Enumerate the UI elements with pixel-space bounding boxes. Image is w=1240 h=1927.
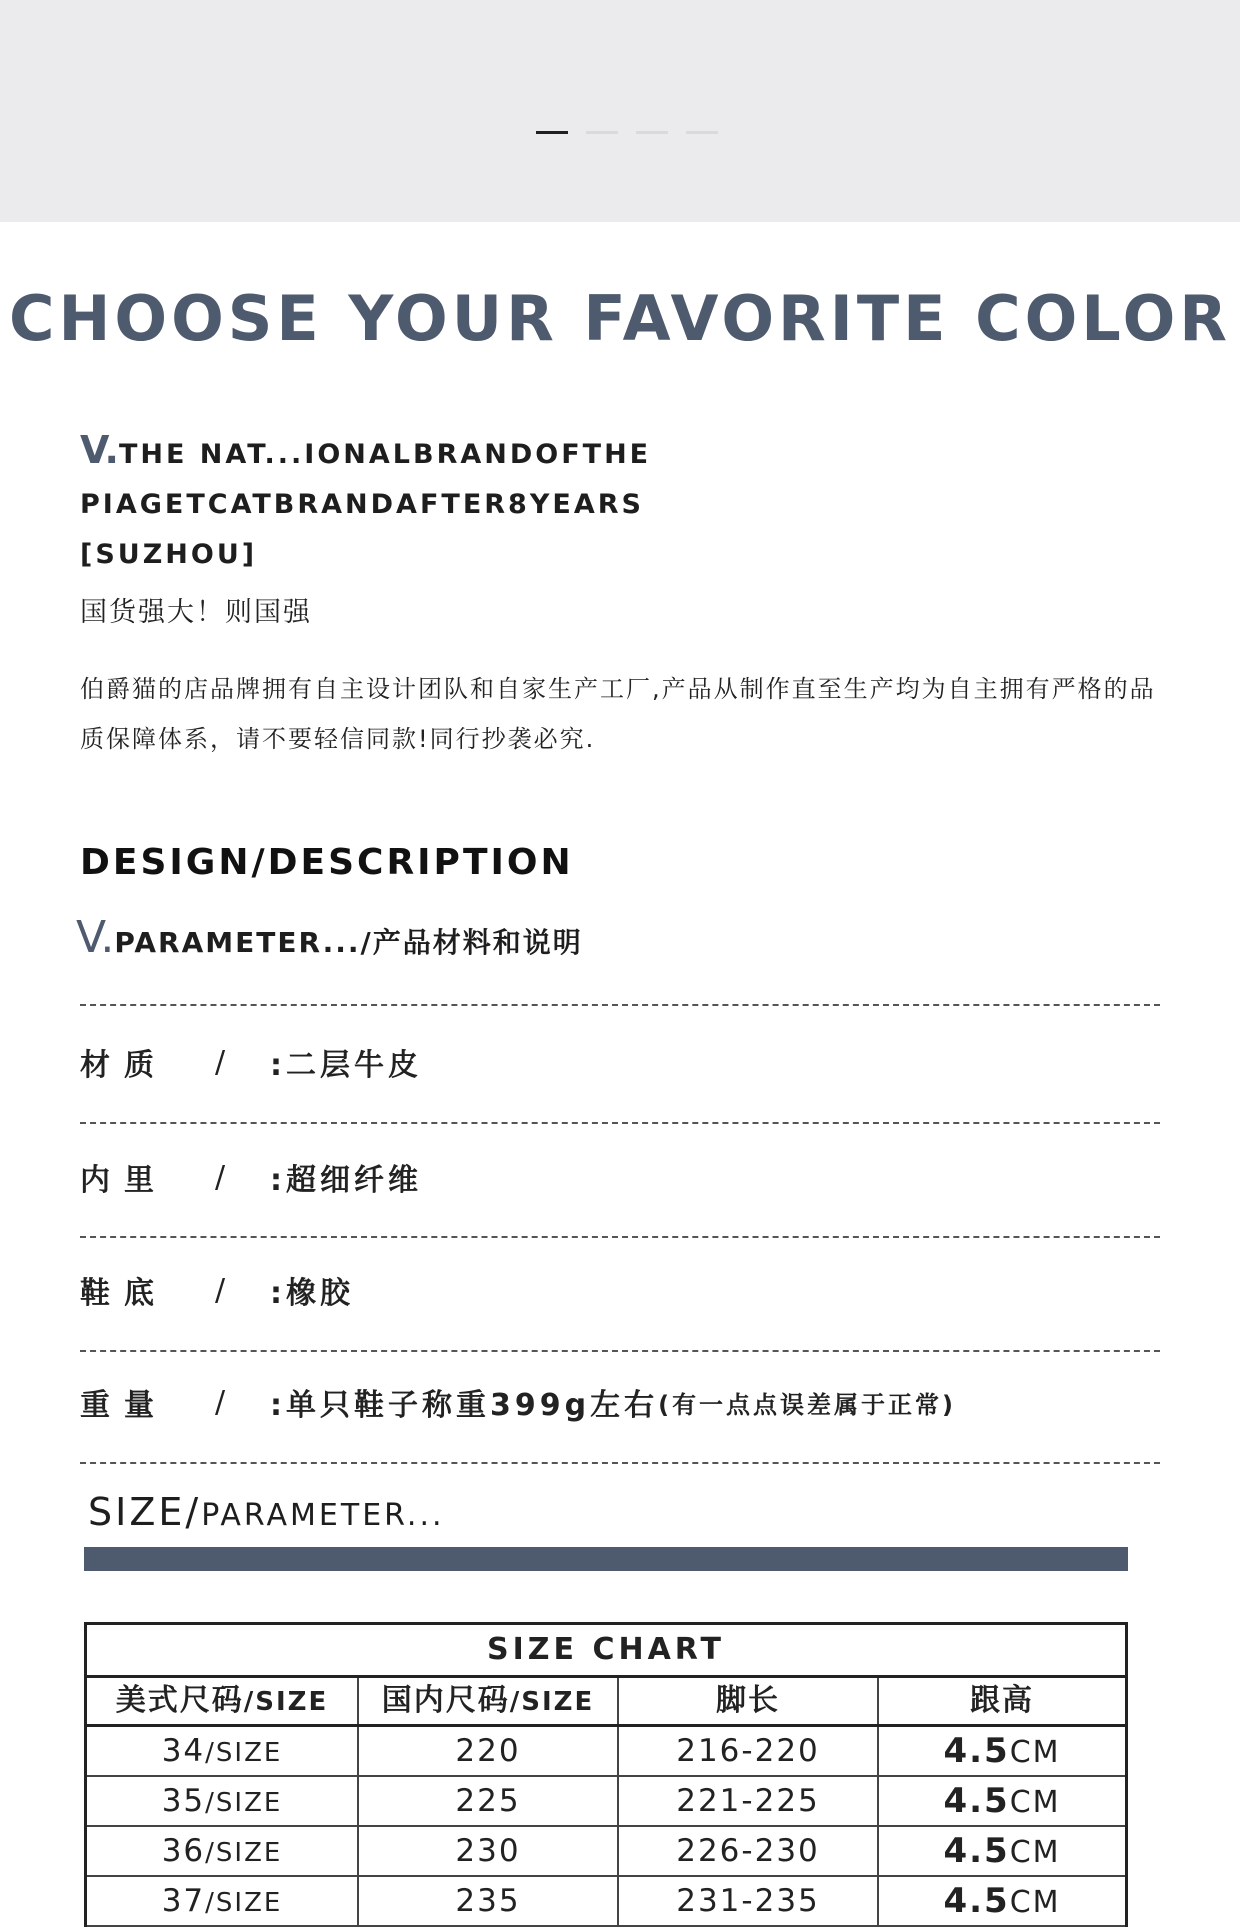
header-cell: [879, 1678, 1125, 1724]
cn-size-cell: 235: [359, 1877, 619, 1925]
cn-size-cell: 220: [359, 1727, 619, 1775]
heel-value: 4.5: [943, 1831, 1010, 1871]
heel-unit: CM: [1009, 1735, 1061, 1770]
spec-row-material: [80, 1032, 422, 1092]
header-unit: /SIZE: [243, 1687, 329, 1717]
header-unit: /SIZE: [509, 1687, 595, 1717]
heel-height-cell: [879, 1727, 1125, 1775]
carousel-dot[interactable]: [636, 131, 668, 134]
slogan: 国货强大！则国强: [80, 597, 312, 628]
brand-statement: [80, 425, 651, 580]
foot-length-cell: 216-220: [619, 1727, 879, 1775]
spec-label: 材质: [80, 1048, 168, 1083]
heel-value: 4.5: [943, 1731, 1010, 1771]
size-title-main: SIZE/: [88, 1490, 202, 1534]
brand-line-1: [80, 425, 651, 480]
parameter-title-text: PARAMETER.../产品材料和说明: [114, 926, 583, 959]
spec-note: (有一点点误差属于正常): [658, 1390, 957, 1419]
spec-row-lining: [80, 1147, 422, 1207]
spec-row-weight: [80, 1372, 956, 1432]
us-size-unit: /SIZE: [205, 1838, 283, 1868]
heel-unit: CM: [1009, 1885, 1061, 1920]
size-chart-title: SIZE CHART: [87, 1625, 1125, 1678]
spec-slash: /: [214, 1159, 226, 1195]
divider: [80, 1122, 1160, 1124]
size-accent-bar: [84, 1547, 1128, 1571]
us-size: 34: [161, 1733, 206, 1769]
header-main: 国内尺码: [381, 1683, 510, 1718]
foot-length-cell: 221-225: [619, 1777, 879, 1825]
us-size: 35: [161, 1783, 206, 1819]
us-size: 37: [161, 1883, 206, 1919]
intro-paragraph: 伯爵猫的店品牌拥有自主设计团队和自家生产工厂,产品从制作直至生产均为自主拥有严格的品质保障体系，请不要轻信同款!同行抄袭必究.: [80, 675, 1156, 753]
us-size: 36: [161, 1833, 206, 1869]
divider: [80, 1350, 1160, 1352]
brand-v-mark: V.: [80, 428, 119, 472]
heel-value: 4.5: [943, 1881, 1010, 1921]
size-chart-header: [87, 1678, 1125, 1727]
image-banner: [0, 0, 1240, 222]
header-cell: [359, 1678, 619, 1724]
carousel-dot[interactable]: [536, 131, 568, 134]
table-row: [87, 1827, 1125, 1877]
heel-height-cell: [879, 1877, 1125, 1925]
parameter-title: [76, 912, 583, 963]
header-main: 脚长: [716, 1683, 780, 1718]
parameter-v-mark: V.: [76, 912, 115, 963]
table-row: [87, 1727, 1125, 1777]
header-main: 美式尺码: [115, 1683, 244, 1718]
carousel-indicator[interactable]: [536, 131, 718, 134]
us-size-unit: /SIZE: [205, 1738, 283, 1768]
spec-label: 内里: [80, 1163, 168, 1198]
spec-slash: /: [214, 1044, 226, 1080]
foot-length-cell: 226-230: [619, 1827, 879, 1875]
heel-unit: CM: [1009, 1835, 1061, 1870]
carousel-dot[interactable]: [686, 131, 718, 134]
spec-slash: /: [214, 1272, 226, 1308]
spec-label: 鞋底: [80, 1276, 168, 1311]
header-cell: [87, 1678, 359, 1724]
us-size-cell: [87, 1877, 359, 1925]
us-size-unit: /SIZE: [205, 1888, 283, 1918]
us-size-unit: /SIZE: [205, 1788, 283, 1818]
divider: [80, 1004, 1160, 1006]
headline: CHOOSE YOUR FAVORITE COLOR: [8, 282, 1232, 355]
brand-line-1-text: THE NAT...IONALBRANDOFTHE: [118, 439, 652, 470]
foot-length-cell: 231-235: [619, 1877, 879, 1925]
heel-value: 4.5: [943, 1781, 1010, 1821]
header-cell: [619, 1678, 879, 1724]
brand-line-3: [SUZHOU]: [80, 539, 258, 570]
us-size-cell: [87, 1827, 359, 1875]
spec-value: :单只鞋子称重399g左右: [270, 1388, 659, 1423]
header-main: 跟高: [970, 1683, 1034, 1718]
size-chart: [84, 1622, 1128, 1927]
size-section-title: [88, 1490, 445, 1534]
spec-value: :橡胶: [270, 1276, 354, 1311]
heel-height-cell: [879, 1827, 1125, 1875]
table-row: [87, 1777, 1125, 1827]
spec-value: :超细纤维: [270, 1163, 422, 1198]
cn-size-cell: 225: [359, 1777, 619, 1825]
spec-label: 重量: [80, 1388, 168, 1423]
spec-row-sole: [80, 1260, 354, 1320]
spec-value: :二层牛皮: [270, 1048, 422, 1083]
us-size-cell: [87, 1727, 359, 1775]
spec-slash: /: [214, 1384, 226, 1420]
brand-line-2: PIAGETCATBRANDAFTER8YEARS: [80, 489, 644, 520]
us-size-cell: [87, 1777, 359, 1825]
divider: [80, 1236, 1160, 1238]
design-title: DESIGN/DESCRIPTION: [80, 842, 574, 883]
divider: [80, 1462, 1160, 1464]
cn-size-cell: 230: [359, 1827, 619, 1875]
size-title-sub: PARAMETER...: [201, 1498, 445, 1533]
carousel-dot[interactable]: [586, 131, 618, 134]
heel-height-cell: [879, 1777, 1125, 1825]
heel-unit: CM: [1009, 1785, 1061, 1820]
